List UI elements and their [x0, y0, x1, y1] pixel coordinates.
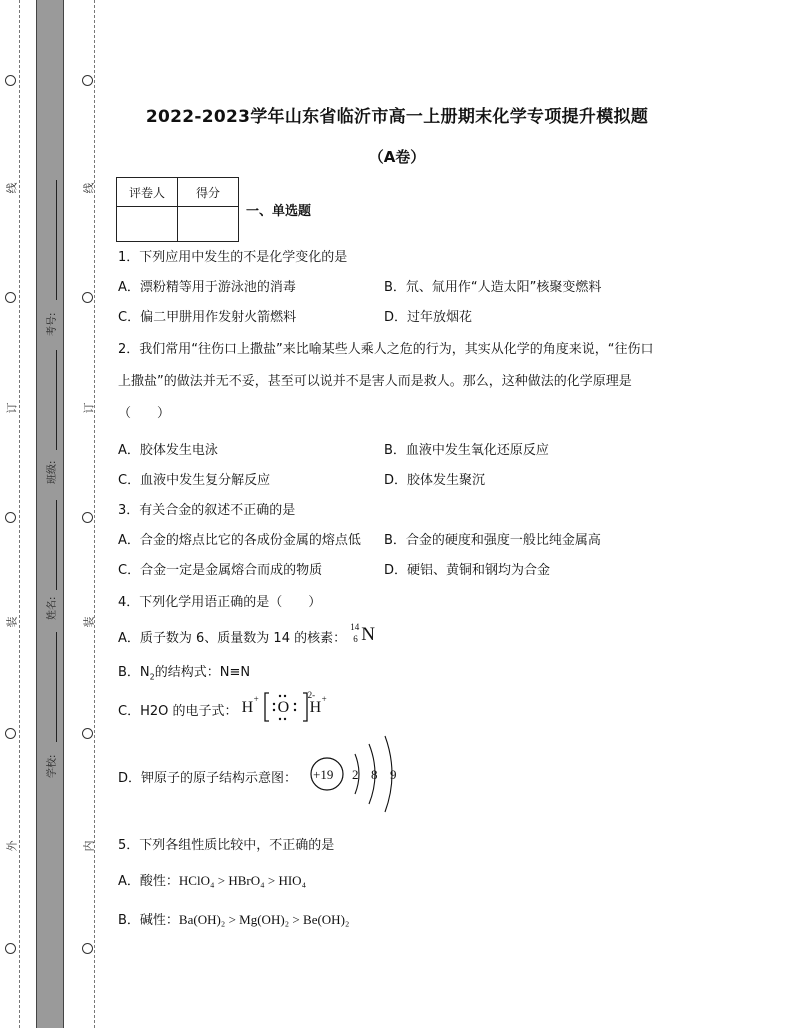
q4-stem: 4．下列化学用语正确的是（ ） [118, 595, 322, 610]
q2-option-d[interactable]: D．胶体发生聚沉 [384, 473, 486, 488]
binding-hole [82, 943, 93, 954]
q5-option-a-label: A．酸性： [118, 874, 179, 889]
q4-option-a[interactable] [118, 622, 376, 646]
q4-option-a-text: A．质子数为 6、质量数为 14 的核素： [118, 631, 347, 646]
school-field[interactable] [56, 632, 57, 742]
binding-hole [5, 943, 16, 954]
outer-char-zhuang: 装 [5, 616, 19, 628]
q1-stem: 1．下列应用中发生的不是化学变化的是 [118, 250, 348, 265]
grader-cell[interactable] [117, 207, 178, 242]
q1-option-c[interactable]: C．偏二甲肼用作发射火箭燃料 [118, 310, 297, 325]
binding-hole [82, 75, 93, 86]
q5-option-b[interactable] [118, 909, 349, 928]
q3-option-d[interactable]: D．硬铝、黄铜和钢均为合金 [384, 563, 551, 578]
outer-char-ding: 订 [5, 402, 19, 414]
outer-char-wai: 外 [5, 840, 19, 852]
binding-hole [5, 728, 16, 739]
class-field[interactable] [56, 350, 57, 450]
class-label: 班级: [47, 460, 58, 484]
q2-stem-blank: （ ） [118, 406, 171, 421]
q4-option-c[interactable] [118, 690, 342, 720]
score-header: 得分 [178, 178, 239, 207]
q3-option-a[interactable]: A．合金的熔点比它的各成份金属的熔点低 [118, 533, 361, 548]
binding-hole [82, 728, 93, 739]
q1-option-b[interactable]: B．氘、氚用作“人造太阳”核聚变燃料 [384, 280, 602, 295]
q4-option-b-subscript: 2 [149, 672, 155, 682]
h-atom-left: H [241, 699, 254, 716]
q4-option-c-text: C．H2O 的电子式： [118, 704, 238, 719]
inner-char-ding: 订 [82, 402, 96, 414]
q5-option-a[interactable] [118, 870, 306, 889]
q5-stem: 5．下列各组性质比较中，不正确的是 [118, 838, 335, 853]
q3-stem: 3．有关合金的叙述不正确的是 [118, 503, 296, 518]
h-charge-right: + [321, 694, 327, 704]
q4-option-d[interactable]: D．钾原子的原子结构示意图： [118, 771, 298, 786]
q2-option-a[interactable]: A．胶体发生电泳 [118, 443, 218, 458]
h-atom-right: H [309, 699, 322, 716]
q1-option-a[interactable]: A．漂粉精等用于游泳池的消毒 [118, 280, 296, 295]
name-field[interactable] [56, 500, 57, 590]
page-title: 2022-2023学年山东省临沂市高一上册期末化学专项提升模拟题 [145, 107, 649, 127]
q3-option-c[interactable]: C．合金一定是金属熔合而成的物质 [118, 563, 323, 578]
inner-char-nei: 内 [82, 840, 96, 852]
ion-charge: 2- [307, 690, 316, 700]
q4-option-b-suffix: 的结构式：N≡N [154, 665, 251, 680]
binding-hole [82, 292, 93, 303]
section-heading: 一、单选题 [246, 204, 312, 219]
h-charge-left: + [253, 694, 259, 704]
oxygen-atom: O [277, 699, 290, 716]
q4-option-b[interactable] [118, 661, 250, 682]
page-subtitle: （A卷） [368, 148, 426, 166]
binding-hole [82, 512, 93, 523]
q2-stem-line1: 2．我们常用“往伤口上撒盐”来比喻某些人乘人之危的行为，其实从化学的角度来说，“往伤口 [118, 342, 654, 357]
q2-stem-line2: 上撒盐”的做法并无不妥，甚至可以说并不是害人而是救人。那么，这种做法的化学原理是 [118, 374, 632, 389]
q4-option-b-prefix: B．N [118, 665, 150, 680]
shell-1-electrons: 2 [352, 767, 359, 782]
school-label: 学校: [47, 754, 58, 778]
shell-3-electrons: 9 [390, 767, 397, 782]
grader-header: 评卷人 [117, 178, 178, 207]
nuclide-number: 6 [353, 634, 358, 644]
q3-option-b[interactable]: B．合金的硬度和强度一般比纯金属高 [384, 533, 601, 548]
binding-hole [5, 75, 16, 86]
inner-char-zhuang: 装 [82, 616, 96, 628]
q5-option-b-formula: Ba(OH)₂ > Mg(OH)₂ > Be(OH)₂ [178, 912, 350, 927]
shell-2-electrons: 8 [371, 767, 378, 782]
q1-option-d[interactable]: D．过年放烟花 [384, 310, 473, 325]
nuclide-mass: 14 [350, 622, 360, 632]
nuclide-element: N [361, 624, 375, 645]
inner-char-line: 线 [82, 182, 96, 194]
q5-option-a-formula: HClO₄ > HBrO₄ > HIO₄ [178, 873, 307, 888]
binding-hole [5, 292, 16, 303]
nuclide-symbol [350, 622, 376, 646]
water-electron-formula [241, 690, 342, 720]
name-label: 姓名: [47, 596, 58, 620]
nucleus-charge: +19 [313, 767, 334, 782]
exam-number-field[interactable] [56, 180, 57, 300]
exam-number-label: 考号: [47, 312, 58, 336]
q5-option-b-label: B．碱性： [118, 913, 179, 928]
score-cell[interactable] [178, 207, 239, 242]
q2-option-c[interactable]: C．血液中发生复分解反应 [118, 473, 271, 488]
outer-char-line: 线 [5, 182, 19, 194]
score-table [116, 177, 239, 242]
q2-option-b[interactable]: B．血液中发生氧化还原反应 [384, 443, 549, 458]
binding-hole [5, 512, 16, 523]
